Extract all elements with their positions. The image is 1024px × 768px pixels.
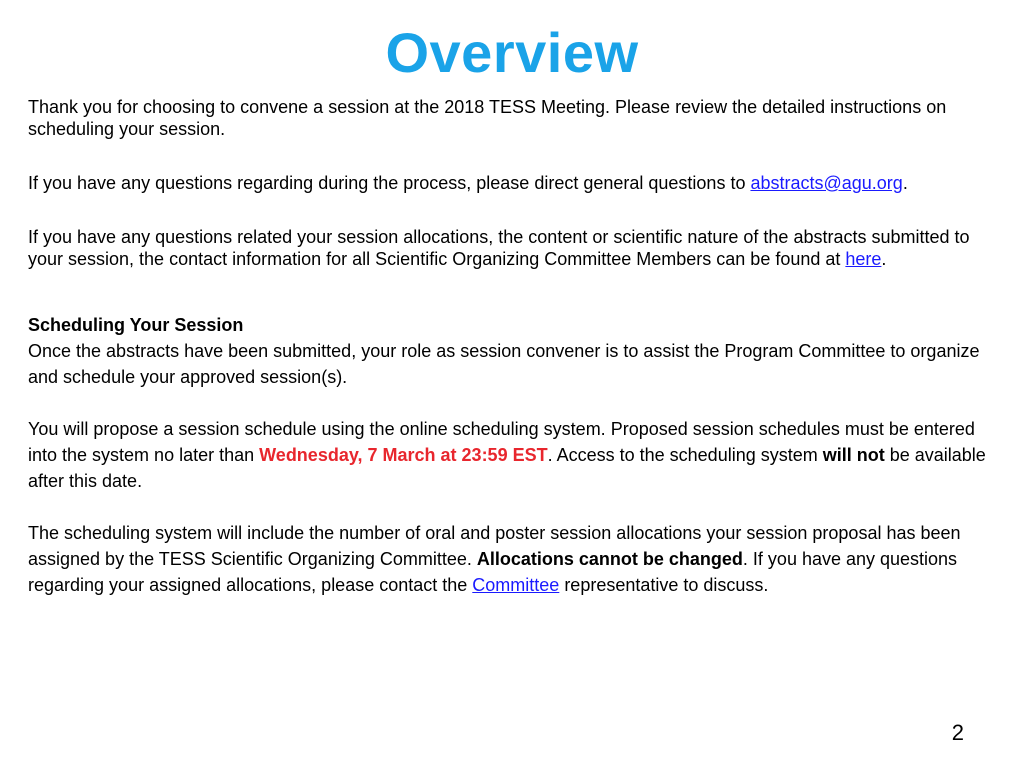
will-not-text: will not <box>822 445 885 465</box>
scheduling-text-3c: representative to discuss. <box>559 575 769 595</box>
scheduling-paragraph-1: Once the abstracts have been submitted, your role as session convener is to assist the Program Committee to organize and schedule your approved session(s). <box>28 341 980 387</box>
scheduling-heading: Scheduling Your Session <box>28 315 244 335</box>
here-link[interactable]: here <box>845 249 882 269</box>
scheduling-paragraph-2 <box>28 416 988 494</box>
scheduling-text-2c: be available after this date. <box>28 445 986 491</box>
scheduling-text-2a: You will propose a session schedule using the online scheduling system. Proposed session schedules must be entered into the system no later than <box>28 419 975 465</box>
deadline-text: Wednesday, 7 March at 23:59 EST <box>259 445 548 465</box>
committee-link[interactable]: Committee <box>472 575 560 595</box>
page-number: 2 <box>951 720 964 745</box>
scheduling-text-2b: . Access to the scheduling system <box>547 445 823 465</box>
intro-text-2-end: . <box>902 173 908 193</box>
intro-paragraph-1 <box>28 96 988 140</box>
intro-text-1: Thank you for choosing to convene a session at the 2018 TESS Meeting. Please review the detailed instructions on scheduling your session. <box>28 97 947 139</box>
email-link[interactable]: abstracts@agu.org <box>750 173 903 193</box>
slide-title: Overview <box>385 21 639 84</box>
intro-paragraph-2 <box>28 172 988 194</box>
intro-text-3-end: . <box>881 249 887 269</box>
scheduling-section <box>28 312 988 598</box>
intro-text-2: If you have any questions regarding during the process, please direct general questions to <box>28 173 751 193</box>
slide-body <box>28 96 988 598</box>
scheduling-text-3b: . If you have any questions regarding your assigned allocations, please contact the <box>28 549 958 595</box>
allocations-cannot-be-changed-text: Allocations cannot be changed <box>476 549 743 569</box>
scheduling-paragraph-3 <box>28 520 988 598</box>
intro-paragraph-3 <box>28 226 988 270</box>
scheduling-text-3a: The scheduling system will include the number of oral and poster session allocations your session proposal has been assigned by the TESS Scientific Organizing Committee. <box>28 523 961 569</box>
intro-text-3: If you have any questions related your session allocations, the content or scientific nature of the abstracts submitted to your session, the contact information for all Scientific Organizing Committee Members can be found at <box>28 227 970 269</box>
